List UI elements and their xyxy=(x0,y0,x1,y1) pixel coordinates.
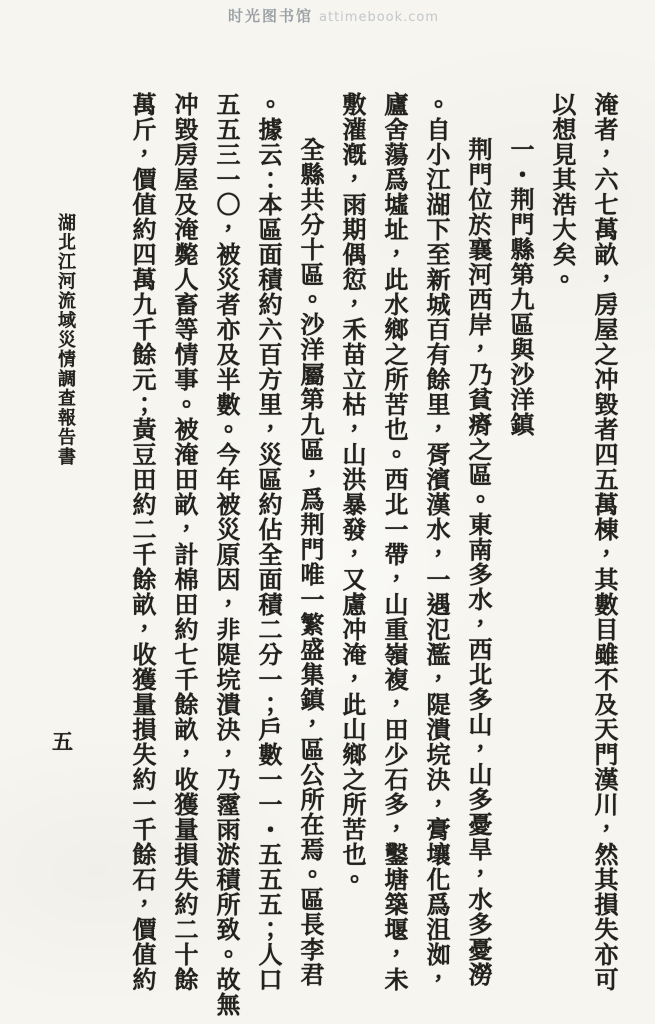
text-column: 全縣共分十區。沙洋屬第九區，爲荆門唯一繁盛集鎮，區公所在焉。區長李君 xyxy=(296,137,325,987)
text-column: 冲毀房屋及淹斃人畜等情事。被淹田畝，計棉田約七千餘畝，收獲量損失約二十餘 xyxy=(170,92,199,992)
text-column: 。據云：本區面積約六百方里，災區約佔全面積二分一；戶數一一・五五五；人口 xyxy=(254,92,283,992)
text-column: 五五三一〇，被災者亦及半數。今年被災原因，非隄垸潰決，乃霪雨淤積所致。故無 xyxy=(212,92,241,1017)
text-column: 廬舍蕩爲墟址，此水鄉之所苦也。西北一帶，山重嶺複，田少石多，鑿塘築堰，未 xyxy=(380,92,409,992)
watermark xyxy=(228,5,439,26)
text-column: 以想見其浩大矣。 xyxy=(548,92,577,292)
section-heading: 一・荆門縣第九區與沙洋鎮 xyxy=(506,137,535,437)
page-number: 五 xyxy=(52,729,73,754)
text-column: 萬斤，價值約四萬九千餘元；黃豆田約二千餘畝，收獲量損失約一千餘石，價值約 xyxy=(128,92,157,992)
text-column: 荆門位於襄河西岸，乃貧瘠之區。東南多水，西北多山，山多憂旱，水多憂澇 xyxy=(464,137,493,987)
text-column: 淹者，六七萬畝，房屋之冲毀者四五萬棟，其數目雖不及天門漢川，然其損失亦可 xyxy=(590,92,619,992)
watermark-site-name: 时光图书馆 xyxy=(228,7,314,25)
watermark-domain: attimebook.com xyxy=(319,10,440,25)
text-column: 。自小江湖下至新城百有餘里，胥濱漢水，一遇氾濫，隄潰垸決，膏壤化爲沮洳， xyxy=(422,92,451,992)
main-text xyxy=(113,92,625,1022)
running-title: 湖北江河流域災情調查報告書 xyxy=(55,213,76,467)
text-column: 敷灌漑，雨期偶愆，禾苗立枯，山洪暴發，又慮冲淹，此山鄉之所苦也。 xyxy=(338,92,367,892)
